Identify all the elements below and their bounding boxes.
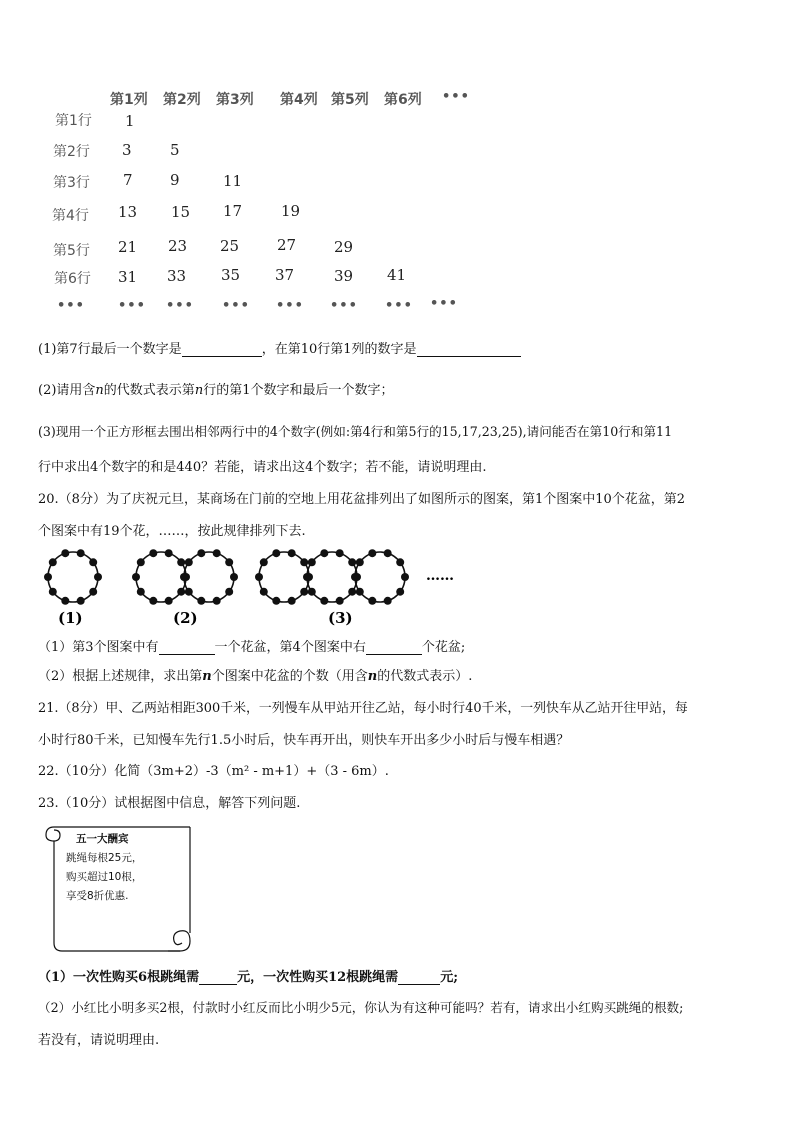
flower-pot: [230, 573, 238, 581]
table-cell: 11: [223, 172, 243, 190]
flower-pot: [89, 558, 97, 566]
table-cell: 31: [118, 268, 138, 286]
flower-pot: [177, 588, 185, 596]
flower-pot: [303, 573, 311, 581]
flower-pot: [49, 588, 57, 596]
row-label: 第1行: [55, 113, 92, 129]
col-header: 第4列: [280, 92, 318, 108]
q20-stem-line2: 个图案中有19个花，……，按此规律排列下去.: [38, 524, 306, 539]
flower-pot: [177, 558, 185, 566]
q19-part1: (1)第7行最后一个数字是 ，在第10行第1列的数字是: [38, 338, 521, 357]
flower-pot: [336, 597, 344, 605]
table-cell: 39: [334, 267, 354, 285]
figure-ellipsis: ……: [426, 568, 454, 584]
flower-pot: [288, 549, 296, 557]
ellipsis: •••: [118, 298, 146, 313]
row-label: 第6行: [54, 271, 91, 287]
flower-pot: [89, 588, 97, 596]
q23-line: 23.（10分）试根据图中信息，解答下列问题.: [38, 796, 301, 811]
flower-pot: [49, 558, 57, 566]
flower-pot: [225, 558, 233, 566]
flower-pot: [225, 588, 233, 596]
flower-pot: [61, 597, 69, 605]
table-cell: 5: [170, 141, 180, 159]
flower-pot: [308, 558, 316, 566]
flower-pot: [197, 597, 205, 605]
table-cell: 23: [168, 237, 188, 255]
flower-pot: [165, 597, 173, 605]
flower-pot: [348, 588, 356, 596]
table-cell: 17: [223, 202, 243, 220]
q23-part1: （1）一次性购买6根跳绳需 元，一次性购买12根跳绳需 元;: [38, 970, 458, 985]
q23-part2-line2: 若没有，请说明理由.: [38, 1033, 160, 1048]
scroll-line: 跳绳每根25元，: [66, 852, 143, 864]
figure-label: (2): [173, 609, 198, 627]
flower-pot: [260, 558, 268, 566]
answer-blank: [159, 654, 215, 655]
scroll-title: 五一大酬宾: [76, 833, 129, 845]
q21-line1: 21.（8分）甲、乙两站相距300千米，一列慢车从甲站开往乙站，每小时行40千米，一列快车从乙站开往甲站，每: [38, 701, 688, 716]
flower-pot: [44, 573, 52, 581]
answer-blank: [398, 984, 440, 985]
flower-pot: [149, 549, 157, 557]
answer-blank: [366, 654, 422, 655]
flower-pot: [401, 573, 409, 581]
figure-label: (1): [58, 609, 83, 627]
flower-pot: [368, 597, 376, 605]
ellipsis: •••: [385, 298, 413, 313]
flower-pot: [368, 549, 376, 557]
flower-pot: [336, 549, 344, 557]
table-cell: 29: [334, 238, 354, 256]
table-cell: 9: [170, 171, 180, 189]
flower-pot: [185, 558, 193, 566]
answer-blank: [417, 356, 521, 357]
flower-pot: [132, 573, 140, 581]
table-cell: 21: [118, 238, 138, 256]
answer-blank: [199, 984, 237, 985]
flower-pot: [185, 588, 193, 596]
col-header: 第5列: [331, 92, 369, 108]
flower-pot: [384, 549, 392, 557]
flower-pot: [180, 573, 188, 581]
ellipsis: •••: [430, 296, 458, 311]
flower-pot: [149, 597, 157, 605]
flower-pot: [356, 588, 364, 596]
row-label-ellipsis: •••: [57, 298, 85, 313]
scroll-line: 享受8折优惠.: [66, 890, 129, 902]
flower-pot: [351, 573, 359, 581]
row-label: 第4行: [52, 208, 89, 224]
flower-pot: [356, 558, 364, 566]
col-header: 第6列: [384, 92, 422, 108]
flower-pot: [396, 588, 404, 596]
scroll-text: [66, 830, 142, 906]
flower-pot: [255, 573, 263, 581]
col-header: 第3列: [216, 92, 254, 108]
flower-pot: [320, 549, 328, 557]
flower-pot: [300, 558, 308, 566]
col-header-ellipsis: •••: [442, 89, 470, 104]
q20-stem-line1: 20.（8分）为了庆祝元旦，某商场在门前的空地上用花盆排列出了如图所示的图案，第1个图案中10个花盆，第2: [38, 492, 686, 507]
flower-pot: [137, 588, 145, 596]
flower-pot: [300, 588, 308, 596]
table-cell: 27: [277, 236, 297, 254]
q21-line2: 小时行80千米，已知慢车先行1.5小时后，快车再开出，则快车开出多少小时后与慢车相遇？: [38, 733, 570, 748]
flower-pot: [320, 597, 328, 605]
q20-part1: （1）第3个图案中有 一个花盆，第4个图案中右 个花盆;: [38, 640, 466, 655]
flower-pot-figure: [38, 545, 478, 630]
q19-part3-line1: (3)现用一个正方形框去围出相邻两行中的4个数字(例如:第4行和第5行的15,17,23,25),请问能否在第10行和第11: [38, 424, 673, 439]
flower-pot: [165, 549, 173, 557]
table-cell: 41: [387, 266, 407, 284]
table-cell: 37: [275, 266, 295, 284]
table-cell: 19: [281, 202, 301, 220]
table-cell: 7: [123, 171, 133, 189]
flower-pot: [288, 597, 296, 605]
flower-pot: [348, 558, 356, 566]
ellipsis: •••: [166, 298, 194, 313]
flower-pot: [260, 588, 268, 596]
table-cell: 33: [167, 267, 187, 285]
row-label: 第3行: [53, 175, 90, 191]
row-label: 第5行: [53, 243, 90, 259]
table-cell: 1: [125, 112, 135, 130]
q19-part3-line2: 行中求出4个数字的和是440？若能，请求出这4个数字；若不能，请说明理由.: [38, 460, 487, 475]
figure-label: (3): [328, 609, 353, 627]
flower-pot: [384, 597, 392, 605]
flower-pot: [213, 597, 221, 605]
flower-pot: [77, 597, 85, 605]
row-label: 第2行: [53, 144, 90, 160]
ellipsis: •••: [222, 298, 250, 313]
flower-pot: [396, 558, 404, 566]
q20-part2: （2）根据上述规律，求出第n个图案中花盆的个数（用含n的代数式表示）.: [38, 669, 473, 684]
table-cell: 35: [221, 266, 241, 284]
answer-blank: [182, 356, 262, 357]
flower-pot: [137, 558, 145, 566]
flower-pot: [272, 597, 280, 605]
q22-line: 22.（10分）化简（3m+2）-3（m² - m+1）+（3 - 6m）.: [38, 764, 389, 779]
col-header: 第1列: [110, 92, 148, 108]
scroll-line: 购买超过10根，: [66, 871, 143, 883]
table-cell: 13: [118, 203, 138, 221]
flower-pot: [308, 588, 316, 596]
table-cell: 15: [171, 203, 191, 221]
table-cell: 25: [220, 237, 240, 255]
col-header: 第2列: [163, 92, 201, 108]
flower-pot: [197, 549, 205, 557]
flower-pot: [213, 549, 221, 557]
ellipsis: •••: [330, 298, 358, 313]
flower-pot: [94, 573, 102, 581]
ellipsis: •••: [276, 298, 304, 313]
flower-pot: [61, 549, 69, 557]
q23-part2-line1: （2）小红比小明多买2根，付款时小红反而比小明少5元，你认为有这种可能吗？若有，请求出小红购买跳绳的根数;: [38, 1000, 684, 1015]
flower-pot: [77, 549, 85, 557]
flower-pot: [272, 549, 280, 557]
q19-part2: (2)请用含n的代数式表示第n行的第1个数字和最后一个数字；: [38, 383, 394, 398]
table-cell: 3: [122, 141, 132, 159]
